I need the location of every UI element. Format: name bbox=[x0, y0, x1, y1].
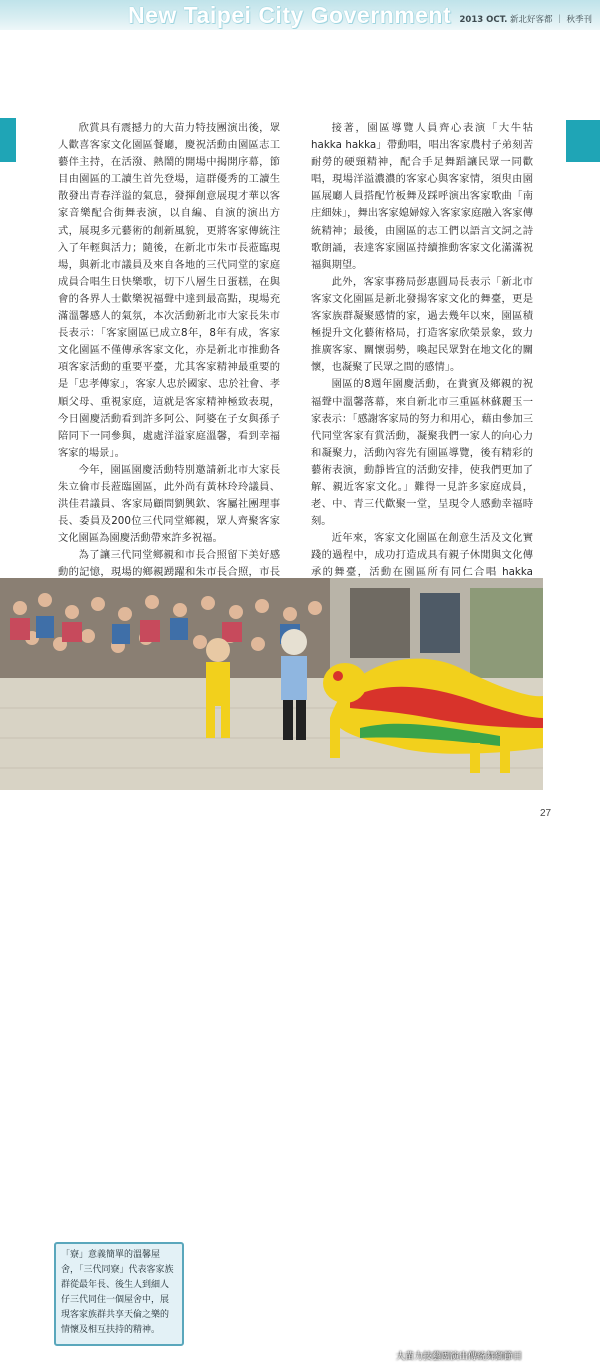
article-paragraph: 今年，園區園慶活動特別邀請新北市大家長朱立倫市長蒞臨園區，此外尚有黃林玲玲議員、洪佳君議員、客家局顧問劉興欽、客屬社團理事長、委員及200位三代同堂鄉親，眾人齊聚客家文化園區為園慶活動帶來許多祝福。 bbox=[58, 463, 280, 545]
magazine-header-band bbox=[0, 0, 600, 30]
article-column-right bbox=[311, 120, 533, 616]
article-paragraph: 接著，園區導覽人員齊心表演「大牛牯 hakka hakka」帶動唱，唱出客家農村子弟刻苦耐勞的硬頸精神，配合手足舞蹈讓民眾一同歡唱，現場洋溢濃濃的客家心與客家情，須臾由園區展廳人員搭配竹板舞及踩呼演出客家歌曲「南庄細妹」，舞出客家媳婦嫁入客家家庭融入客家傳統精神；最後，由園區的志工們以語言文詞之詩歌朗誦，表達客家園區持續推動客家文化滿滿祝福與期望。 bbox=[311, 122, 533, 271]
header-separator: ｜ bbox=[555, 15, 564, 25]
photo-explanation-box: 「寮」意義簡單的溫馨屋舍，「三代同寮」代表客家族群從最年長、後生人到細人仔三代同住一個屋舍中，展現客家族群共享天倫之樂的情懷及相互扶持的精神。 bbox=[54, 1242, 184, 1346]
article-paragraph: 為了讓三代同堂鄉親和市長合照留下美好感動的記憶，現場的鄉親踴躍和朱市長合照，市長 bbox=[58, 549, 280, 579]
article-paragraph: 此外，客家事務局彭惠圓局長表示「新北市客家文化園區是新北發揚客家文化的舞臺，更是客家族群凝聚感情的家，過去幾年以來，園區積極提升文化藝術格局，打造客家欣榮景象，致力推廣客家、關懷弱勢，喚起民眾對在地文化的關懷，也凝聚了民眾之間的感情」。 bbox=[311, 275, 533, 374]
issue-date: 2013 OCT. bbox=[459, 15, 508, 25]
article-paragraph: 園區的8週年園慶活動，在貴賓及鄉親的祝福聲中溫馨落幕，來自新北市三重區林蘇麗玉一家表示：「感謝客家局的努力和用心，藉由參加三代同堂客家有賞活動，凝聚我們一家人的向心力和凝聚力，活動內容先有園區導覽，後有精彩的藝術表演，動靜皆宜的活動安排，使我們更加了解、親近客家文化。」難得一見許多家庭成員，老、中、青三代歡聚一堂，呈現令人感動幸福時刻。 bbox=[311, 378, 533, 528]
magazine-name: 新北好客都 bbox=[510, 15, 553, 25]
article-paragraph: 近年來，客家文化園區在創意生活及文化實踐的過程中，成功打造成具有親子休閒與文化傳承的舞臺，活動在園區所有同仁合唱 hakka bbox=[311, 532, 533, 579]
left-accent-tab bbox=[0, 118, 16, 162]
season-label: 秋季刊 bbox=[566, 15, 592, 25]
right-accent-tab bbox=[566, 120, 600, 162]
article-column-left bbox=[58, 120, 280, 599]
page-number: 27 bbox=[540, 808, 552, 819]
header-title: New Taipei City Government bbox=[128, 2, 452, 28]
header-issue-info bbox=[460, 13, 592, 25]
photo-caption: 大苗力技藝團演出傳統舞獅節目 bbox=[396, 1352, 523, 1362]
lion-dance-photo bbox=[0, 578, 543, 1362]
article-paragraph: 欣賞具有震撼力的大苗力特技團演出後，眾人歡喜客家文化園區餐廳，慶祝活動由園區志工藝伴主持，在活潑、熱鬧的開場中揭開序幕，節目由園區的工讀生首先登場，這群優秀的工讀生散發出青春洋溢的氣息，發揮創意展現才華以客家音樂配合街舞表演，以自編、自演的演出方式，展現多元藝術的創新風貌，更將客家傳統注入了年輕與活力；隨後，在新北市朱市長蒞臨現場，與新北市議員及來自各地的三代同堂的家庭成員合唱生日快樂歌，切下八層生日蛋糕，在與會的各界人士歡樂祝福聲中達到最高點，現場充滿溫馨感人的氣氛，本次活動新北市大家長朱市長表示：「客家園區已成立8年，8年有成，客家文化園區不僅傳承客家文化，亦是新北市推動各項客家活動的重要平臺，尤其客家精神最重要的是「忠孝傳家」，客家人忠於國家、忠於社會、孝順父母、重視家庭，這就是客家精神極致表現，今日園慶活動看到許多阿公、阿婆在子女與孫子陪同下一同參與，處處洋溢家庭溫馨，看到幸福客家的場景」。 bbox=[58, 122, 280, 459]
lion-dance-illustration bbox=[0, 578, 543, 790]
